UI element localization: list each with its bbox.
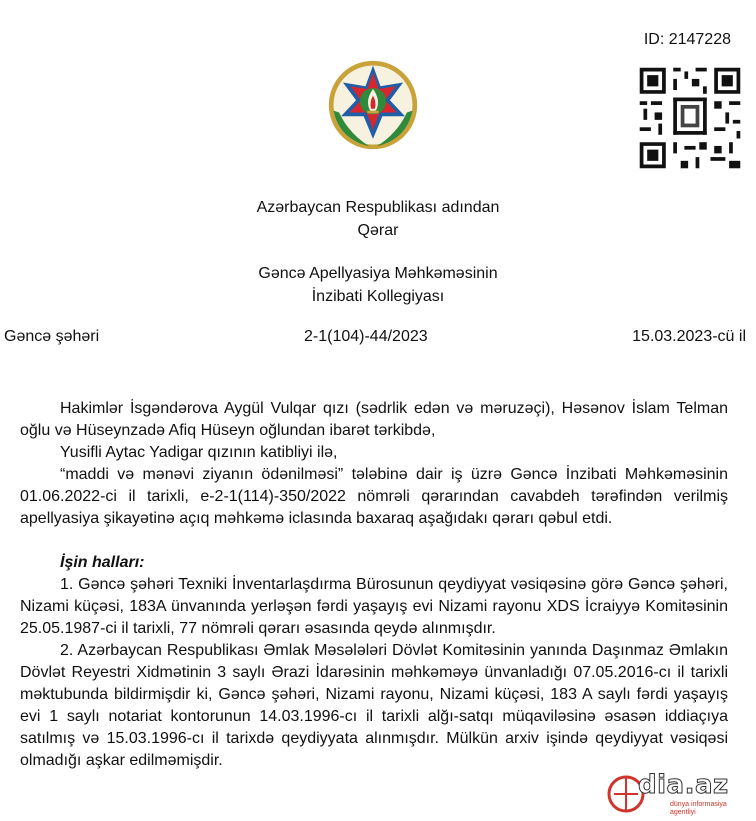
list-item-2: 2. Azərbaycan Respublikası Əmlak Məsələləri Dövlət Komitəsinin yanında Daşınmaz Əmlakın Dövlət Reyestri Xidmətinin 3 saylı Ərazi İdarəsinin məhkəməyə ünvanladığı 07.05.2016-cı il tarixli məktubunda bildirmişdir ki, Gəncə şəhəri, Nizami rayonu, Nizami küçəsi, 183 A saylı fərdi yaşayış evi 1 saylı notariat kontorunun 14.03.1996-cı il tarixli alğı-satqı müqaviləsinə əsasən iddiaçıya satılmış və 15.03.1996-cı il tarixdə qeydiyyata alınmışdır. Mülkün arxiv işində qeydiyyat vəsiqəsi olmadığı aşkar edilməmişdir. xyxy=(20,642,728,769)
watermark-logo xyxy=(606,772,746,816)
watermark-name: dia.az xyxy=(638,770,729,800)
section-heading: İşin halları: xyxy=(60,554,145,571)
qr-code xyxy=(636,64,744,172)
document-id: ID: 2147228 xyxy=(643,31,731,48)
document-body xyxy=(20,398,728,772)
court-name-line-2: İnzibati Kollegiyası xyxy=(311,288,445,305)
court-name-line-1: Gəncə Apellyasiya Məhkəməsinin xyxy=(258,265,498,282)
city-label: Gəncə şəhəri xyxy=(4,328,100,345)
case-number: 2-1(104)-44/2023 xyxy=(304,328,428,345)
watermark-subtitle: dünya informasiya agentliyi xyxy=(670,801,727,816)
decision-date: 15.03.2023-cü il xyxy=(632,328,746,345)
list-item-1: 1. Gəncə şəhəri Texniki İnventarlaşdırma Bürosunun qeydiyyat vəsiqəsinə görə Gəncə şəhəri, Nizami küçəsi, 183A ünvanında yerləşən fərdi yaşayış evi Nizami rayonu XDS İcraiyyə Komitəsinin 25.05.1987-ci il tarixli, 77 nömrəli qərarı əsasında qeydə alınmışdır. xyxy=(20,576,728,637)
paragraph-secretary: Yusifli Aytac Yadigar qızının katibliyi ilə, xyxy=(60,444,338,461)
paragraph-case-summary: “maddi və mənəvi ziyanın ödənilməsi” tələbinə dair iş üzrə Gəncə İnzibati Məhkəməsinin 01.06.2022-ci il tarixli, e-2-1(114)-350/2022 nömrəli qərarından cavabdeh tərəfindən verilmiş apellyasiya şikayətinə açıq məhkəmə iclasında baxaraq aşağıdakı qərarı qəbul etdi. xyxy=(20,466,728,527)
document-title-line-2: Qərar xyxy=(357,222,399,239)
paragraph-judges: Hakimlər İsgəndərova Aygül Vulqar qızı (sədrlik edən və məruzəçi), Həsənov İslam Telman oğlu və Hüseynzadə Afiq Hüseyn oğlundan ibarət tərkibdə, xyxy=(20,400,728,439)
document-title-line-1: Azərbaycan Respublikası adından xyxy=(256,199,500,216)
coat-of-arms-emblem xyxy=(326,58,420,152)
